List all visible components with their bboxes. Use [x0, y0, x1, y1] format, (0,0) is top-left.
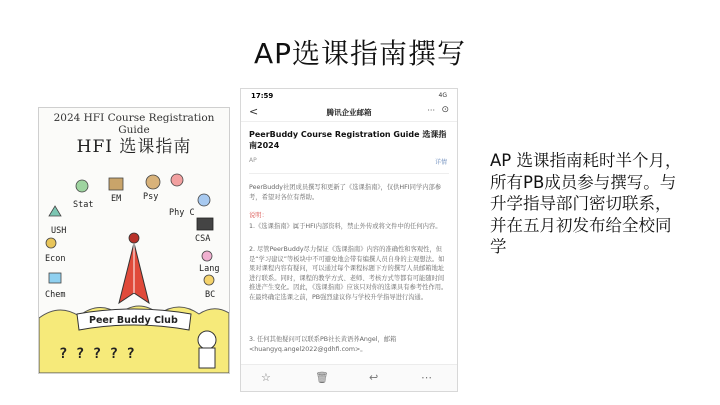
slide-description: AP 选课指南耗时半个月，所有PB成员参与撰写。与升学指导部门密切联系，并在五月初发布给全校同学: [490, 151, 682, 256]
more-icon[interactable]: ⋯: [421, 371, 432, 384]
cover-top-line: 2024 HFI Course Registration Guide: [53, 112, 215, 136]
more-options-icon[interactable]: ···: [427, 106, 435, 115]
subject-phy-c: Phy C: [169, 208, 195, 218]
back-icon[interactable]: <: [249, 105, 259, 118]
note-3: 3. 任何其他疑问可以联系PB社长黄语荞Angel，邮箱<huangyq.angel2022@gdhfi.com>。: [249, 336, 397, 353]
slide-title: AP选课指南撰写: [253, 37, 467, 70]
subject-psy: Psy: [143, 192, 159, 202]
trash-icon[interactable]: 🗑: [315, 371, 329, 384]
subject-lang: Lang: [199, 264, 220, 274]
cover-title: HFI 选课指南: [76, 137, 192, 157]
reply-icon[interactable]: ↩: [369, 371, 379, 384]
close-icon[interactable]: ⊙: [441, 105, 449, 115]
signal-indicator: 4G: [438, 92, 447, 99]
article-author: AP: [249, 157, 257, 164]
notes-heading: 说明：: [249, 212, 268, 219]
note-2: 2. 尽管PeerBuddy尽力保证《选课指南》内容的准确性和客观性，但是“学习建议”等板块中不可避免地会带有编撰人员自身的主观想法。如果对课程内容有疑问，可以通过每个课程标题下方的撰写人员邮箱地址进行联系。同时，课程的教学方式、老师、考核方式等都有可能随时间推进产生变化。因此，《选课指南》应该只对你的选课具有参考性作用。在最终确定选课之前，PB强烈建议你与学校升学指导进行沟通。: [249, 246, 448, 301]
phone-screenshot: [240, 88, 458, 392]
article-title: PeerBuddy Course Registration Guide 选课指南2024: [249, 130, 447, 150]
subject-chem: Chem: [45, 290, 66, 300]
cover-club-name: Peer Buddy Club: [89, 315, 178, 326]
status-bar: [241, 89, 457, 103]
status-time: 17:59: [251, 92, 274, 100]
intro-paragraph: PeerBuddy社团成员撰写和更新了《选课指南》，仅供HFI同学内部参考，希望对各位有帮助。: [249, 184, 442, 201]
guide-cover-image: [38, 107, 230, 374]
note-1: 1.《选课指南》属于HFI内部资料，禁止外传或将文件中的任何内容。: [249, 223, 442, 230]
cover-question-marks: ? ? ? ? ?: [59, 346, 135, 362]
subject-csa: CSA: [195, 234, 211, 244]
divider: [249, 173, 449, 174]
app-navbar: [241, 103, 457, 122]
detail-link[interactable]: 详情: [434, 159, 447, 166]
mail-toolbar: [241, 364, 457, 391]
subject-ush: USH: [51, 226, 67, 236]
subject-bc: BC: [205, 290, 216, 300]
subject-econ: Econ: [45, 254, 66, 264]
subject-em: EM: [111, 194, 122, 204]
star-icon[interactable]: ☆: [261, 371, 271, 384]
subject-stat: Stat: [73, 200, 94, 210]
app-title: 腾讯企业邮箱: [326, 108, 372, 117]
